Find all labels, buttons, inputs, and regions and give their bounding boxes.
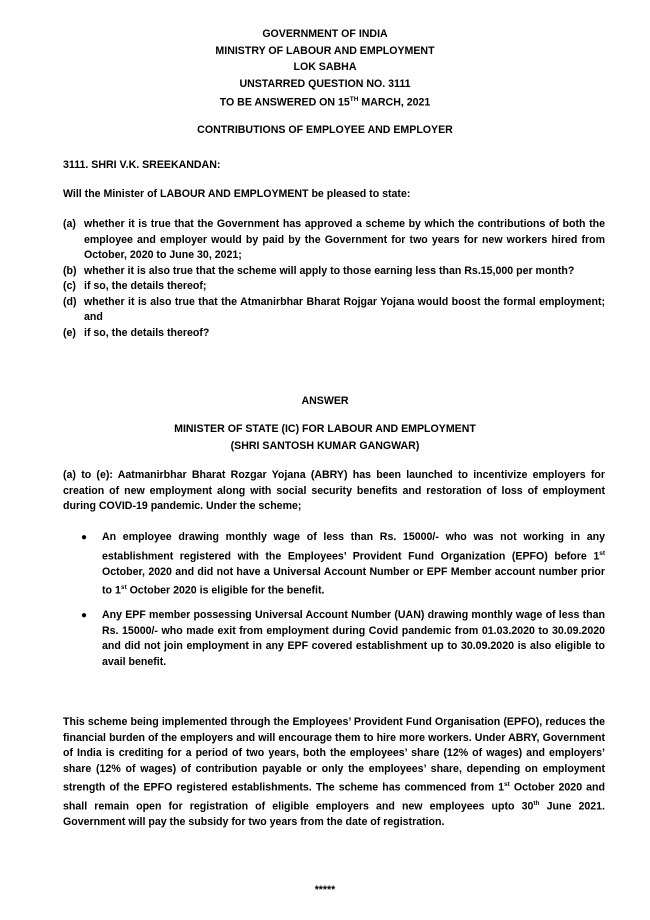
question-item: [63, 326, 605, 342]
eligibility-bullets: [63, 530, 605, 670]
header-government: GOVERNMENT OF INDIA: [262, 28, 388, 40]
minister-name: (SHRI SANTOSH KUMAR GANGWAR): [230, 440, 420, 452]
minister-title: MINISTER OF STATE (IC) FOR LABOUR AND EMPLOYMENT: [174, 423, 476, 435]
header-question-number: UNSTARRED QUESTION NO. 3111: [239, 77, 411, 90]
item-label: (e): [63, 326, 76, 339]
question-subject: CONTRIBUTIONS OF EMPLOYEE AND EMPLOYER: [197, 124, 453, 136]
document-header: [0, 26, 650, 111]
item-text: whether it is also true that the scheme will apply to those earning less than Rs.15,000 per month?: [84, 264, 575, 277]
header-house: LOK SABHA: [293, 61, 357, 73]
header-ministry: MINISTRY OF LABOUR AND EMPLOYMENT: [215, 44, 435, 57]
question-item: [63, 264, 605, 280]
end-of-document-mark: *****: [314, 884, 336, 896]
bullet-icon: ●: [81, 610, 88, 622]
item-label: (b): [63, 264, 77, 277]
answer-paragraph-2: This scheme being implemented through the Employees’ Provident Fund Organisation (EPFO), reduces the financial burden of the employers and will encourage them to hire more workers. Under ABRY, Government of India is crediting for a period of two years, both the employees’ share (12% of wages) and employers’ share (12% of wages) of contribution payable or only the employees’ share, depending on employment strength of the EPFO registered establishments. The scheme has commenced from 1st October 2020 and shall remain open for registration of eligible employers and new employees upto 30th June 2021. Government will pay the subsidy for two years from the date of registration.: [63, 716, 605, 829]
bullet-icon: ●: [81, 532, 88, 543]
question-member: 3111. SHRI V.K. SREEKANDAN:: [63, 159, 221, 171]
header-answer-date: TO BE ANSWERED ON 15TH MARCH, 2021: [219, 96, 431, 109]
minister-block: [0, 421, 650, 455]
question-item: [63, 217, 605, 264]
bullet-item: ● An employee drawing monthly wage of less than Rs. 15000/- who was not working in any establishment registered with the Employees’ Provident Fund Organization (EPFO) before 1st October, 2020 and did not have a Universal Account Number or EPF Member account number prior to 1st October 2020 is eligible for the benefit.: [81, 531, 605, 597]
item-text: whether it is also true that the Atmanirbhar Bharat Rojgar Yojana would boost the formal employment; and: [84, 295, 605, 323]
question-item: [63, 295, 605, 326]
item-text: if so, the details thereof?: [84, 326, 210, 339]
item-text: whether it is true that the Government has approved a scheme by which the contributions of both the employee and employer would by paid by the Government for two years for new workers hired from October, 2020 to June 30, 2021;: [84, 218, 605, 261]
item-label: (a): [63, 218, 76, 230]
question-intro: Will the Minister of LABOUR AND EMPLOYMENT be pleased to state:: [63, 188, 411, 200]
item-text: if so, the details thereof;: [84, 280, 207, 292]
question-items: [63, 217, 605, 341]
bullet-item: [63, 608, 605, 670]
item-label: (c): [63, 280, 76, 292]
answer-heading: ANSWER: [301, 395, 349, 407]
bullet-text: Any EPF member possessing Universal Account Number (UAN) drawing monthly wage of less than Rs. 15000/- who made exit from employment during Covid pandemic from 01.03.2020 to 30.09.2020 and did not join employment in any EPF covered establishment up to 30.09.2020 is also eligible to avail benefit.: [102, 609, 605, 668]
question-item: [63, 279, 605, 295]
answer-paragraph-1: (a) to (e): Aatmanirbhar Bharat Rozgar Yojana (ABRY) has been launched to incentivize employers for creation of new employment along with social security benefits and restoration of loss of employment during COVID-19 pandemic. Under the scheme;: [63, 469, 605, 512]
item-label: (d): [63, 295, 77, 308]
